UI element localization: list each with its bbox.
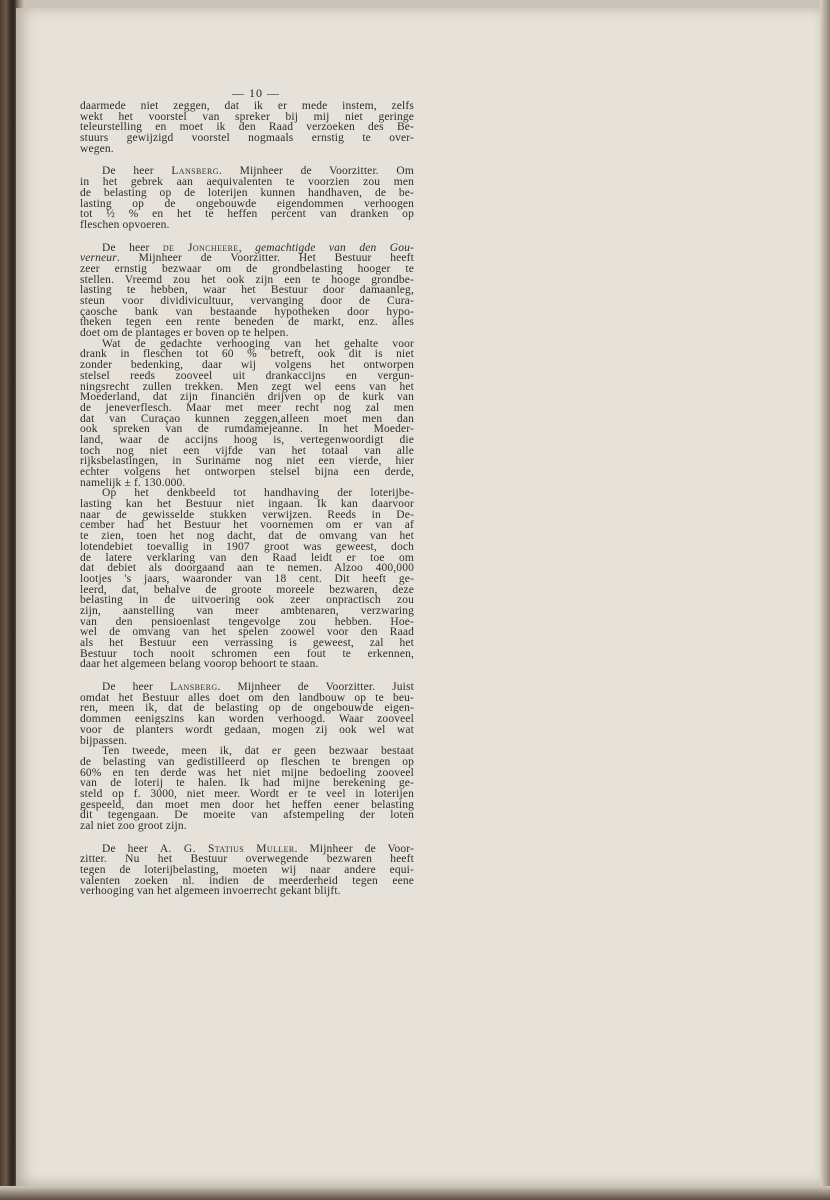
paragraph-p1 bbox=[80, 101, 414, 154]
line-text: de jeneverflesch. Maar met meer recht nog zal men bbox=[80, 401, 414, 414]
line-text: belasting in de uitvoering ook zeer onpractisch zou bbox=[80, 594, 414, 607]
line-text: zitter. Nu het Bestuur overwegende bezwaren heeft bbox=[80, 853, 414, 866]
line-text: . Mijnheer de Voorzitter. Het Bestuur heeft bbox=[116, 252, 414, 265]
speaker-prefix: De heer bbox=[102, 681, 170, 694]
line-text: in het gebrek aan aequivalenten te voorzien zou men bbox=[80, 176, 414, 189]
speaker-name: A. G. Statius Muller bbox=[159, 842, 295, 855]
page-number: — 10 — bbox=[232, 86, 280, 100]
line-text: van de loterij te halen. Ik had mijne berekening ge- bbox=[80, 777, 414, 790]
line-text: naar de gewisselde stukken verwijzen. Reeds in De- bbox=[80, 508, 414, 521]
speaker-prefix: De heer bbox=[102, 165, 172, 178]
line-text: çaosche bank van bestaande hypotheken door hypo- bbox=[80, 305, 414, 318]
line-text: Ten tweede, meen ik, dat er geen bezwaar bestaat bbox=[102, 745, 414, 758]
line-text: toch nog niet een vijfde van het totaal van alle bbox=[80, 444, 414, 457]
page-edge-right bbox=[820, 0, 830, 1200]
line-text: als het Bestuur een verrassing is geweest, zal het bbox=[80, 637, 414, 649]
speaker-prefix: De heer bbox=[102, 842, 160, 855]
speaker-name: de Joncheere bbox=[162, 241, 239, 254]
text-line bbox=[80, 659, 414, 670]
line-text: de latere verklaring van den Raad leidt er toe om bbox=[80, 551, 414, 564]
line-text: steun voor dividivicultuur, vervanging door de Cura- bbox=[80, 295, 414, 307]
line-text: tot ½ % en het te heffen percent van dranken op bbox=[80, 208, 414, 221]
line-text: stuurs gewijzigd voorstel nogmaals ernstig te over- bbox=[80, 132, 414, 145]
line-text: wekt het voorstel van spreker bij mij niet geringe bbox=[80, 110, 414, 123]
text-line bbox=[80, 144, 414, 155]
line-text: stelsel reeds zooveel uit drankaccijns en vergun- bbox=[80, 369, 414, 382]
line-text: zal niet zoo groot zijn. bbox=[80, 820, 187, 832]
line-text: lasting op de ongebouwde eigendommen verhoogen bbox=[80, 197, 414, 210]
line-text: te zien, toen het nog dacht, dat de omvang van het bbox=[80, 530, 414, 543]
text-line bbox=[80, 886, 414, 897]
line-text: , bbox=[238, 241, 256, 254]
line-text: ren, meen ik, dat de belasting op de ongebouwde eigen- bbox=[80, 702, 414, 715]
speaker-prefix: De heer bbox=[102, 241, 163, 254]
paragraph-p5 bbox=[80, 844, 414, 897]
line-text: valenten zoeken nl. indien de meerderheid tegen eene bbox=[80, 874, 414, 887]
line-text: Wat de gedachte verhooging van het gehalte voor bbox=[102, 337, 414, 350]
line-text: daarmede niet zeggen, dat ik er mede instem, zelfs bbox=[80, 100, 414, 112]
line-text: daar het algemeen belang voorop behoort te staan. bbox=[80, 658, 319, 671]
line-text: van den pensioenlast tengevolge zou hebben. Hoe- bbox=[80, 615, 414, 628]
line-text: dommen eenigszins kan worden verhoogd. Waar zooveel bbox=[80, 713, 414, 726]
line-text: . Mijnheer de Voorzitter. Om bbox=[218, 165, 414, 178]
line-text: fleschen opvoeren. bbox=[80, 218, 170, 231]
line-text: de belasting van gedistilleerd op fleschen te brengen op bbox=[80, 755, 414, 768]
italic-text: verneur bbox=[80, 252, 117, 265]
text-column bbox=[80, 101, 414, 897]
page-edge-bottom bbox=[0, 1186, 830, 1200]
line-text: de belasting op de loterijen kunnen handhaven, de be- bbox=[80, 186, 414, 199]
line-text: omdat het Bestuur alles doet om den landbouw op te beu- bbox=[80, 691, 414, 704]
line-text: . Mijnheer de Voor- bbox=[294, 842, 415, 855]
paragraph-p2 bbox=[80, 166, 414, 230]
line-text: voor de planters wordt gedaan, mogen zij ook wel wat bbox=[80, 723, 414, 736]
paragraph-p3 bbox=[80, 243, 414, 671]
text-line bbox=[80, 821, 414, 832]
line-text: wegen. bbox=[80, 142, 114, 155]
line-text: Bestuur toch nooit schromen een fout te erkennen, bbox=[80, 647, 414, 660]
line-text: leerd, dat, behalve de groote moreele bezwaren, deze bbox=[80, 583, 414, 596]
line-text: drank in fleschen tot 60 % betreft, ook dit is niet bbox=[80, 348, 414, 361]
line-text: zijn, aanstelling van meer ambtenaren, verzwaring bbox=[80, 604, 414, 617]
line-text: land, waar de accijns hoog is, vertegenwoordigt die bbox=[80, 433, 414, 446]
line-text: lotendebiet toevallig in 1907 groot was geweest, doch bbox=[80, 540, 414, 553]
line-text: tegen de loterijbelasting, moeten wij naar andere equi- bbox=[80, 864, 414, 877]
speaker-name: Lansberg bbox=[169, 681, 218, 694]
italic-text: gemachtigde van den Gou- bbox=[255, 241, 414, 254]
line-text: cember had het Bestuur het voornemen om er van af bbox=[80, 519, 414, 532]
paragraph-p4 bbox=[80, 682, 414, 832]
line-text: stellen. Vreemd zou het ook zijn een te hooge grondbe- bbox=[80, 273, 414, 286]
line-text: lasting kan het Bestuur niet ingaan. Ik kan daarvoor bbox=[80, 498, 414, 511]
text-line bbox=[80, 133, 414, 144]
line-text: bijpassen. bbox=[80, 734, 128, 747]
line-text: Op het denkbeeld tot handhaving der loterijbe- bbox=[102, 487, 414, 500]
line-text: wel de omvang van het spelen zoowel voor den Raad bbox=[80, 626, 414, 639]
line-text: lasting te hebben, waar het Bestuur door damaanleg, bbox=[80, 284, 414, 297]
line-text: zeer ernstig bezwaar om de grondbelasting hooger te bbox=[80, 262, 414, 275]
line-text: dat van Curaçao kunnen zeggen,alleen moet men dan bbox=[80, 412, 414, 425]
line-text: Moederland, dat zijn financiën drijven op de kurk van bbox=[80, 391, 414, 404]
line-text: 60% en ten derde was het niet mijne bedoeling zooveel bbox=[80, 766, 414, 779]
line-text: zonder bedenking, daar wij volgens het ontworpen bbox=[80, 359, 414, 372]
line-text: ningsrecht zullen trekken. Men zegt wel eens van het bbox=[80, 380, 414, 393]
line-text: dit tegengaan. De moeite van afstempeling der loten bbox=[80, 809, 414, 822]
line-text: rijksbelastingen, in Suriname nog niet een vierde, hier bbox=[80, 455, 414, 468]
line-text: echter volgens het ontworpen stelsel bijna een derde, bbox=[80, 466, 414, 478]
line-text: dat debiet als doorgaand aan te nemen. Alzoo 400,000 bbox=[80, 562, 414, 575]
line-text: gespeeld, dan moet men door het heffen eener belasting bbox=[80, 798, 414, 811]
line-text: doet om de plantages er boven op te helpen. bbox=[80, 327, 289, 340]
line-text: lootjes 's jaars, waaronder van 18 cent. Dit heeft ge- bbox=[80, 572, 414, 585]
line-text: . Mijnheer de Voorzitter. Juist bbox=[217, 681, 414, 694]
line-text: namelijk ± f. 130.000. bbox=[80, 476, 186, 489]
speaker-name: Lansberg bbox=[171, 165, 219, 178]
line-text: verhooging van het algemeen invoerrecht gekant blijft. bbox=[80, 885, 341, 898]
line-text: teleurstelling en moet ik den Raad verzoeken des Be- bbox=[80, 121, 414, 134]
text-line bbox=[80, 725, 414, 736]
line-text: ook spreken van de rumdamejeanne. In het Moeder- bbox=[80, 423, 414, 436]
line-text: steld op f. 3000, niet meer. Wordt er te veel in loterijen bbox=[80, 787, 414, 800]
text-line bbox=[80, 220, 414, 231]
line-text: theken tegen een rente beneden de markt, enz. alles bbox=[80, 316, 414, 329]
